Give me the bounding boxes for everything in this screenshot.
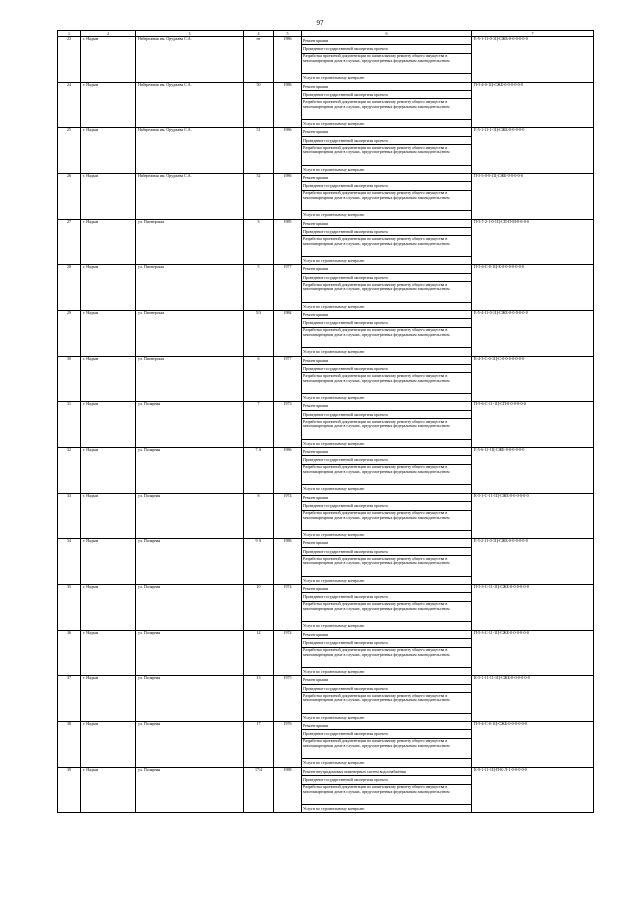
work-item: Ремонт крыши xyxy=(302,83,471,91)
street-cell: ул. Полярная xyxy=(136,676,244,722)
capital-repair-table xyxy=(57,30,594,813)
work-item: Разработка проектной документации по капитальному ремонту общего имущества в многоквартирном доме в случаях, предусмотренных федеральным законодательством xyxy=(302,739,471,760)
code-cell: П-5-3-С-11-1Ц-СЖБ-0-0-0-0-0-0 xyxy=(472,630,594,676)
work-item: Ремонт крыши xyxy=(302,539,471,547)
row-number: 28 xyxy=(58,265,81,311)
table-row xyxy=(58,493,594,539)
work-item: Проведение государственной экспертизы проекта xyxy=(302,593,471,601)
row-number: 23 xyxy=(58,37,81,83)
column-header: 3 xyxy=(136,31,244,37)
year-cell: 1985 xyxy=(274,219,302,265)
settlement-cell: г. Надым xyxy=(81,174,136,220)
house-number-cell: 6 xyxy=(244,356,274,402)
work-item: Проведение государственной экспертизы проекта xyxy=(302,91,471,99)
code-cell: Е-5-6-11-1Ц-СЖБ-0-0-0-0-0-0 xyxy=(472,448,594,494)
street-cell: ул. Полярная xyxy=(136,493,244,539)
street-cell: ул. Пионерская xyxy=(136,311,244,357)
work-item: Проведение государственной экспертизы проекта xyxy=(302,639,471,647)
table-row xyxy=(58,82,594,128)
settlement-cell: г. Надым xyxy=(81,448,136,494)
settlement-cell: г. Надым xyxy=(81,402,136,448)
street-cell: ул. Полярная xyxy=(136,767,244,813)
table-row xyxy=(58,585,594,631)
year-cell: 1986 xyxy=(274,448,302,494)
code-cell: П-5-6-С-0-1Ц-Б-0-0-0-0-0-0-0 xyxy=(472,265,594,311)
work-item: Ремонт крыши xyxy=(302,676,471,684)
work-item: Разработка проектной документации по капитальному ремонту общего имущества в многоквартирном доме в случаях, предусмотренных федеральным законодательством xyxy=(302,693,471,714)
settlement-cell: г. Надым xyxy=(81,676,136,722)
work-item: Ремонт крыши xyxy=(302,265,471,273)
work-item: Проведение государственной экспертизы проекта xyxy=(302,182,471,190)
row-number: 24 xyxy=(58,82,81,128)
work-item: Проведение государственной экспертизы проекта xyxy=(302,685,471,693)
table-row xyxy=(58,128,594,174)
house-number-cell: 50 xyxy=(244,82,274,128)
row-number: 38 xyxy=(58,722,81,768)
year-cell: 1977 xyxy=(274,356,302,402)
work-item: Проведение государственной экспертизы проекта xyxy=(302,228,471,236)
code-cell: П-5-4-С-0-1Ц-СЖБ-0-0-0-0-0-0 xyxy=(472,722,594,768)
street-cell: ул. Полярная xyxy=(136,722,244,768)
work-item: Разработка проектной документации по капитальному ремонту общего имущества в многоквартирном доме в случаях, предусмотренных федеральным законодательством xyxy=(302,54,471,75)
table-row xyxy=(58,539,594,585)
work-item: Ремонт крыши xyxy=(302,631,471,639)
work-item: Проведение государственной экспертизы проекта xyxy=(302,730,471,738)
code-cell: П-5-7-2-1-0-1Ц-СП-П-М-0-0-0-0 xyxy=(472,219,594,265)
code-cell: К-9-1-11-1Ц-П-К-Л-1-0-0-0-0-0 xyxy=(472,767,594,813)
work-item: Ремонт крыши xyxy=(302,402,471,410)
work-item: Проведение государственной экспертизы проекта xyxy=(302,548,471,556)
works-cell xyxy=(302,493,472,539)
code-cell: К-4-3-С-0-1Ц-С-0-0-0-0-0-0-0 xyxy=(472,356,594,402)
work-item: Разработка проектной документации по капитальному ремонту общего имущества в многоквартирном доме в случаях, предусмотренных федеральным законодательством xyxy=(302,648,471,669)
table-row xyxy=(58,37,594,83)
work-item: Ремонт крыши xyxy=(302,494,471,502)
table-row xyxy=(58,219,594,265)
work-item: Проведение государственной экспертизы проекта xyxy=(302,365,471,373)
work-item: Разработка проектной документации по капитальному ремонту общего имущества в многоквартирном доме в случаях, предусмотренных федеральным законодательством xyxy=(302,145,471,166)
code-cell: П-5-4-0-1Ц-СЖБ-0-0-0-0-0-0 xyxy=(472,82,594,128)
column-header: 2 xyxy=(81,31,136,37)
street-cell: Набережная им. Оруджева С.А. xyxy=(136,174,244,220)
work-item: Ремонт крыши xyxy=(302,311,471,319)
works-cell xyxy=(302,767,472,813)
settlement-cell: г. Надым xyxy=(81,265,136,311)
street-cell: ул. Пионерская xyxy=(136,265,244,311)
table-row xyxy=(58,448,594,494)
work-item: Разработка проектной документации по капитальному ремонту общего имущества в многоквартирном доме в случаях, предусмотренных федеральным законодательством xyxy=(302,785,471,806)
row-number: 31 xyxy=(58,402,81,448)
works-cell xyxy=(302,219,472,265)
works-cell xyxy=(302,37,472,83)
settlement-cell: г. Надым xyxy=(81,128,136,174)
works-cell xyxy=(302,174,472,220)
table-row xyxy=(58,767,594,813)
house-number-cell: 13 xyxy=(244,676,274,722)
works-cell xyxy=(302,265,472,311)
work-item: Проведение государственной экспертизы проекта xyxy=(302,274,471,282)
settlement-cell: г. Надым xyxy=(81,219,136,265)
column-header: 5 xyxy=(274,31,302,37)
work-item: Услуги по строительному контролю xyxy=(303,760,365,766)
table-body xyxy=(58,37,594,813)
settlement-cell: г. Надым xyxy=(81,722,136,768)
works-cell xyxy=(302,82,472,128)
code-cell: К-5-1-11-11-1Ц-СЖБ-0-0-0-0-0-0 xyxy=(472,676,594,722)
work-item: Услуги по строительному контролю xyxy=(303,714,365,720)
works-cell xyxy=(302,676,472,722)
works-cell xyxy=(302,585,472,631)
year-cell: 1988 xyxy=(274,767,302,813)
year-cell: 1974 xyxy=(274,630,302,676)
code-cell: П-5-3-С-11-1Ц-СЖБ-0-0-0-0-0-0 xyxy=(472,585,594,631)
year-cell: 1976 xyxy=(274,722,302,768)
year-cell: 1986 xyxy=(274,82,302,128)
settlement-cell: г. Надым xyxy=(81,356,136,402)
work-item: Проведение государственной экспертизы проекта xyxy=(302,319,471,327)
work-item: Разработка проектной документации по капитальному ремонту общего имущества в многоквартирном доме в случаях, предусмотренных федеральным законодательством xyxy=(302,556,471,577)
work-item: Разработка проектной документации по капитальному ремонту общего имущества в многоквартирном доме в случаях, предусмотренных федеральным законодательством xyxy=(302,373,471,394)
street-cell: ул. Полярная xyxy=(136,630,244,676)
work-item: Ремонт крыши xyxy=(302,722,471,730)
year-cell: 1974 xyxy=(274,493,302,539)
settlement-cell: г. Надым xyxy=(81,539,136,585)
year-cell: 1986 xyxy=(274,128,302,174)
works-cell xyxy=(302,448,472,494)
street-cell: ул. Полярная xyxy=(136,448,244,494)
work-item: Проведение государственной экспертизы проекта xyxy=(302,45,471,53)
work-item: Услуги по строительному контролю xyxy=(303,532,365,537)
work-item: Разработка проектной документации по капитальному ремонту общего имущества в многоквартирном доме в случаях, предусмотренных федеральным законодательством xyxy=(302,236,471,257)
row-number: 27 xyxy=(58,219,81,265)
street-cell: Набережная им. Оруджева С.А. xyxy=(136,82,244,128)
work-item: Услуги по строительному контролю xyxy=(303,212,365,218)
work-item: Услуги по строительному контролю xyxy=(303,623,365,629)
table-row xyxy=(58,311,594,357)
work-item: Услуги по строительному контролю xyxy=(303,166,365,172)
work-item: Проведение государственной экспертизы проекта xyxy=(302,456,471,464)
code-cell: Е-5-1-11-0-1Ц-СЖБ-0-0-0-0-0-0 xyxy=(472,37,594,83)
street-cell: ул. Полярная xyxy=(136,585,244,631)
work-item: Проведение государственной экспертизы проекта xyxy=(302,137,471,145)
code-cell: К-5-1-С-11-1Ц-СЖБ-0-0-0-0-0-0 xyxy=(472,493,594,539)
table-row xyxy=(58,630,594,676)
house-number-cell: 5/3 xyxy=(244,311,274,357)
code-cell: П-5-5-0-0-1Ц-СЖБ-0-0-0-0-0 xyxy=(472,174,594,220)
row-number: 25 xyxy=(58,128,81,174)
work-item: Услуги по строительному контролю xyxy=(303,75,365,81)
work-item: Услуги по строительному контролю xyxy=(303,440,365,446)
year-cell: 1986 xyxy=(274,174,302,220)
work-item: Ремонт внутридомовых инженерных систем водоснабжения xyxy=(302,768,471,776)
row-number: 26 xyxy=(58,174,81,220)
row-number: 35 xyxy=(58,585,81,631)
settlement-cell: г. Надым xyxy=(81,82,136,128)
settlement-cell: г. Надым xyxy=(81,311,136,357)
settlement-cell: г. Надым xyxy=(81,37,136,83)
work-item: Проведение государственной экспертизы проекта xyxy=(302,411,471,419)
settlement-cell: г. Надым xyxy=(81,630,136,676)
work-item: Ремонт крыши xyxy=(302,357,471,365)
work-item: Разработка проектной документации по капитальному ремонту общего имущества в многоквартирном доме в случаях, предусмотренных федеральным законодательством xyxy=(302,419,471,440)
code-cell: Е-5-2-11-0-1Ц-СЖБ-0-0-0-0-0-0 xyxy=(472,539,594,585)
house-number-cell: 7 xyxy=(244,402,274,448)
row-number: 39 xyxy=(58,767,81,813)
works-cell xyxy=(302,539,472,585)
work-item: Услуги по строительному контролю xyxy=(303,349,365,355)
column-header: 6 xyxy=(302,31,472,37)
work-item: Услуги по строительному контролю xyxy=(303,394,365,400)
work-item: Услуги по строительному контролю xyxy=(303,806,365,812)
column-header: 1 xyxy=(58,31,81,37)
table-row xyxy=(58,676,594,722)
works-cell xyxy=(302,402,472,448)
work-item: Разработка проектной документации по капитальному ремонту общего имущества в многоквартирном доме в случаях, предусмотренных федеральным законодательством xyxy=(302,328,471,349)
work-item: Проведение государственной экспертизы проекта xyxy=(302,502,471,510)
house-number-cell: 51 xyxy=(244,128,274,174)
work-item: Разработка проектной документации по капитальному ремонту общего имущества в многоквартирном доме в случаях, предусмотренных федеральным законодательством xyxy=(302,602,471,623)
column-header: 4 xyxy=(244,31,274,37)
work-item: Разработка проектной документации по капитальному ремонту общего имущества в многоквартирном доме в случаях, предусмотренных федеральным законодательством xyxy=(302,511,471,532)
house-number-cell: 8 xyxy=(244,493,274,539)
row-number: 30 xyxy=(58,356,81,402)
year-cell: 1984 xyxy=(274,311,302,357)
year-cell: 1986 xyxy=(274,539,302,585)
house-number-cell: нт xyxy=(244,37,274,83)
street-cell: Набережная им. Оруджева С.А. xyxy=(136,37,244,83)
year-cell: 1973 xyxy=(274,402,302,448)
year-cell: 1986 xyxy=(274,37,302,83)
work-item: Разработка проектной документации по капитальному ремонту общего имущества в многоквартирном доме в случаях, предусмотренных федеральным законодательством xyxy=(302,282,471,303)
house-number-cell: 5 xyxy=(244,265,274,311)
house-number-cell: 52 xyxy=(244,174,274,220)
row-number: 33 xyxy=(58,493,81,539)
works-cell xyxy=(302,128,472,174)
house-number-cell: 9 А xyxy=(244,539,274,585)
work-item: Ремонт крыши xyxy=(302,128,471,136)
house-number-cell: 7 А xyxy=(244,448,274,494)
works-cell xyxy=(302,630,472,676)
house-number-cell: 12 xyxy=(244,630,274,676)
settlement-cell: г. Надым xyxy=(81,585,136,631)
work-item: Разработка проектной документации по капитальному ремонту общего имущества в многоквартирном доме в случаях, предусмотренных федеральным законодательством xyxy=(302,465,471,486)
work-item: Услуги по строительному контролю xyxy=(303,120,365,126)
work-item: Услуги по строительному контролю xyxy=(303,303,365,309)
work-item: Услуги по строительному контролю xyxy=(303,257,365,263)
street-cell: ул. Пионерская xyxy=(136,219,244,265)
work-item: Ремонт крыши xyxy=(302,174,471,182)
work-item: Услуги по строительному контролю xyxy=(303,486,365,492)
work-item: Ремонт крыши xyxy=(302,37,471,45)
page-number: 97 xyxy=(316,19,324,27)
work-item: Ремонт крыши xyxy=(302,585,471,593)
row-number: 37 xyxy=(58,676,81,722)
works-cell xyxy=(302,311,472,357)
settlement-cell: г. Надым xyxy=(81,767,136,813)
year-cell: 1977 xyxy=(274,265,302,311)
work-item: Ремонт крыши xyxy=(302,220,471,228)
table-row xyxy=(58,356,594,402)
settlement-cell: г. Надым xyxy=(81,493,136,539)
street-cell: ул. Пионерская xyxy=(136,356,244,402)
code-cell: Е-5-4-11-0-1Ц-СЖБ-0-0-0-0-0-0 xyxy=(472,311,594,357)
street-cell: Набережная им. Оруджева С.А. xyxy=(136,128,244,174)
row-number: 29 xyxy=(58,311,81,357)
code-cell: П-5-6-С-11-1Ц-СП-0-0-0-0-0-0 xyxy=(472,402,594,448)
house-number-cell: 17 xyxy=(244,722,274,768)
street-cell: ул. Полярная xyxy=(136,539,244,585)
table-row xyxy=(58,402,594,448)
year-cell: 1975 xyxy=(274,676,302,722)
column-header: 7 xyxy=(472,31,594,37)
table-row xyxy=(58,174,594,220)
work-item: Разработка проектной документации по капитальному ремонту общего имущества в многоквартирном доме в случаях, предусмотренных федеральным законодательством xyxy=(302,191,471,212)
street-cell: ул. Полярная xyxy=(136,402,244,448)
work-item: Разработка проектной документации по капитальному ремонту общего имущества в многоквартирном доме в случаях, предусмотренных федеральным законодательством xyxy=(302,99,471,120)
house-number-cell: 3 xyxy=(244,219,274,265)
year-cell: 1974 xyxy=(274,585,302,631)
works-cell xyxy=(302,722,472,768)
table-row xyxy=(58,722,594,768)
work-item: Услуги по строительному контролю xyxy=(303,577,365,583)
row-number: 36 xyxy=(58,630,81,676)
work-item: Проведение государственной экспертизы проекта xyxy=(302,776,471,784)
work-item: Ремонт крыши xyxy=(302,448,471,456)
row-number: 34 xyxy=(58,539,81,585)
table-row xyxy=(58,265,594,311)
house-number-cell: 17/4 xyxy=(244,767,274,813)
work-item: Услуги по строительному контролю xyxy=(303,669,365,675)
row-number: 32 xyxy=(58,448,81,494)
code-cell: Е-5-1-11-1-1Ц-СЖБ-0-0-0-0-0 xyxy=(472,128,594,174)
works-cell xyxy=(302,356,472,402)
house-number-cell: 10 xyxy=(244,585,274,631)
